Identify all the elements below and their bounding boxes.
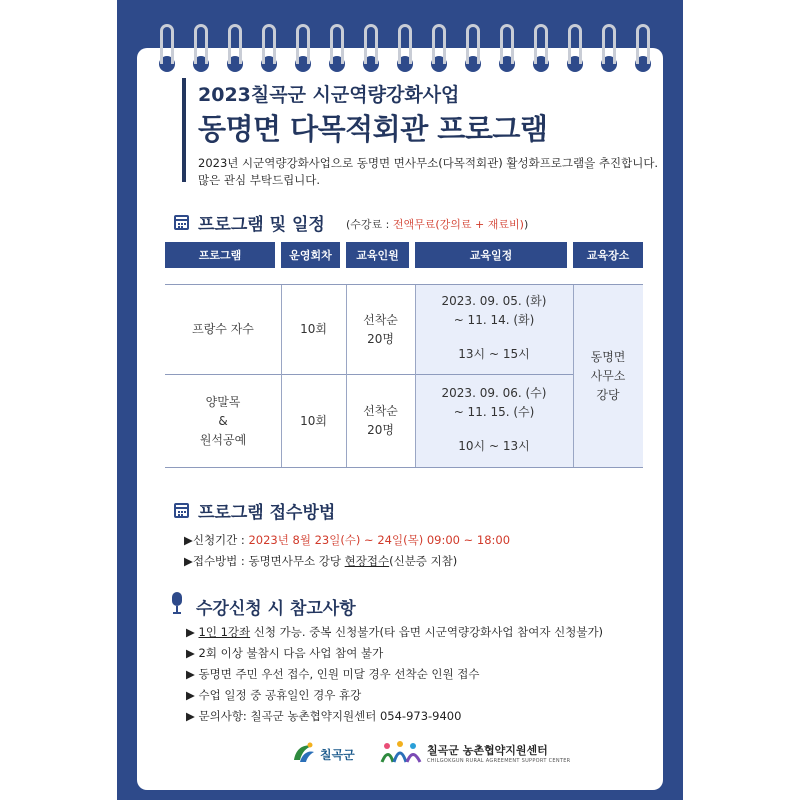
note-item-1 <box>186 624 603 640</box>
row2-sessions: 10회 <box>300 413 327 428</box>
note1-suffix: 신청 가능. 중복 신청불가(타 읍면 시군역량강화사업 참여자 신청불가) <box>250 625 604 639</box>
spiral-ring <box>262 24 276 70</box>
row2-capacity <box>346 375 415 467</box>
row2-dates <box>415 382 573 424</box>
note-item-2: ▶ 2회 이상 불참시 다음 사업 참여 불가 <box>186 646 384 660</box>
spiral-ring <box>534 24 548 70</box>
support-center-logo-text: 칠곡군 농촌협약지원센터 <box>427 744 548 757</box>
calendar-icon <box>174 215 189 230</box>
note-item-4: ▶ 수업 일정 중 공휴일인 경우 휴강 <box>186 688 362 702</box>
chilgok-logo-text: 칠곡군 <box>320 748 355 762</box>
row1-time: 13시 ~ 15시 <box>458 346 530 361</box>
row1-capacity <box>346 285 415 374</box>
column-header-sessions: 운영회차 <box>281 242 340 268</box>
application-method <box>184 553 457 569</box>
row1-date-line2: ~ 11. 14. (화) <box>453 313 535 327</box>
note-item-3: ▶ 동명면 주민 우선 접수, 인원 미달 경우 선착순 인원 접수 <box>186 667 480 681</box>
application-period <box>184 532 510 548</box>
note-item-5: ▶ 문의사항: 칠곡군 농촌협약지원센터 054-973-9400 <box>186 709 462 723</box>
row1-capacity-line1: 선착순 <box>363 312 398 327</box>
note1-prefix: ▶ <box>186 625 199 639</box>
spiral-ring <box>296 24 310 70</box>
fee-suffix: ) <box>523 218 529 231</box>
method-suffix: (신분증 지참) <box>389 554 458 568</box>
method-underline: 현장접수 <box>344 554 390 568</box>
row2-date-line1: 2023. 09. 06. (수) <box>441 386 547 400</box>
notes-heading: 수강신청 시 참고사항 <box>196 599 356 619</box>
location-line2: 사무소 <box>590 368 626 383</box>
title-accent-bar <box>182 78 186 182</box>
row1-capacity-line2: 20명 <box>367 331 394 346</box>
application-heading: 프로그램 접수방법 <box>198 503 336 523</box>
column-header-capacity: 교육인원 <box>346 242 409 268</box>
spiral-ring <box>228 24 242 70</box>
spiral-ring <box>432 24 446 70</box>
chilgok-logo-icon <box>290 740 316 766</box>
column-header-dates: 교육일정 <box>415 242 567 268</box>
period-value: 2023년 8월 23일(수) ~ 24일(목) 09:00 ~ 18:00 <box>248 533 511 547</box>
row2-capacity-line1: 선착순 <box>363 404 398 418</box>
location-cell <box>573 285 643 467</box>
row2-program-line1: 양말목 <box>205 394 241 409</box>
support-center-logo-subtext: CHILGOKGUN RURAL AGREEMENT SUPPORT CENTER <box>427 758 571 764</box>
row1-dates <box>415 290 573 332</box>
fee-value: 전액무료(강의료 + 재료비) <box>392 218 524 231</box>
support-center-logo-icon <box>380 740 424 766</box>
intro-text <box>198 155 658 189</box>
spiral-ring <box>160 24 174 70</box>
fee-note <box>346 216 528 232</box>
intro-line-2: 많은 관심 부탁드립니다. <box>198 173 321 187</box>
row1-program: 프랑수 자수 <box>192 322 254 336</box>
spiral-ring <box>568 24 582 70</box>
intro-line-1: 2023년 시군역량강화사업으로 동명면 면사무소(다목적회관) 활성화프로그램을 추진합니다. <box>198 156 659 170</box>
microphone-icon <box>172 592 182 614</box>
row1-sessions: 10회 <box>300 322 327 336</box>
table-bottom-rule <box>165 467 643 468</box>
row2-program-line3: 원석공예 <box>199 432 247 447</box>
location-line1: 동명면 <box>590 349 626 364</box>
location-line3: 강당 <box>596 387 620 402</box>
spiral-ring <box>636 24 650 70</box>
fee-prefix: (수강료 : <box>346 218 393 231</box>
spiral-ring <box>466 24 480 70</box>
row1-date-line1: 2023. 09. 05. (화) <box>441 294 547 308</box>
column-header-location: 교육장소 <box>573 242 643 268</box>
spiral-ring <box>330 24 344 70</box>
row2-program <box>165 375 281 467</box>
row2-time: 10시 ~ 13시 <box>458 438 530 453</box>
schedule-heading: 프로그램 및 일정 <box>198 215 325 235</box>
spiral-ring <box>398 24 412 70</box>
spiral-ring <box>364 24 378 70</box>
method-label: ▶접수방법 : 동명면사무소 강당 <box>184 554 345 568</box>
note1-underline: 1인 1강좌 <box>198 625 251 639</box>
row2-date-line2: ~ 11. 15. (수) <box>453 405 535 419</box>
column-header-program: 프로그램 <box>165 242 275 268</box>
spiral-ring <box>500 24 514 70</box>
page-title: 동명면 다목적회관 프로그램 <box>198 112 548 146</box>
spiral-ring <box>194 24 208 70</box>
page-subtitle: 2023칠곡군 시군역량강화사업 <box>198 84 460 106</box>
spiral-ring <box>602 24 616 70</box>
period-label: ▶신청기간 : <box>184 533 249 547</box>
row2-capacity-line2: 20명 <box>367 423 394 437</box>
calendar-icon <box>174 503 189 518</box>
row2-program-line2: & <box>218 413 228 428</box>
